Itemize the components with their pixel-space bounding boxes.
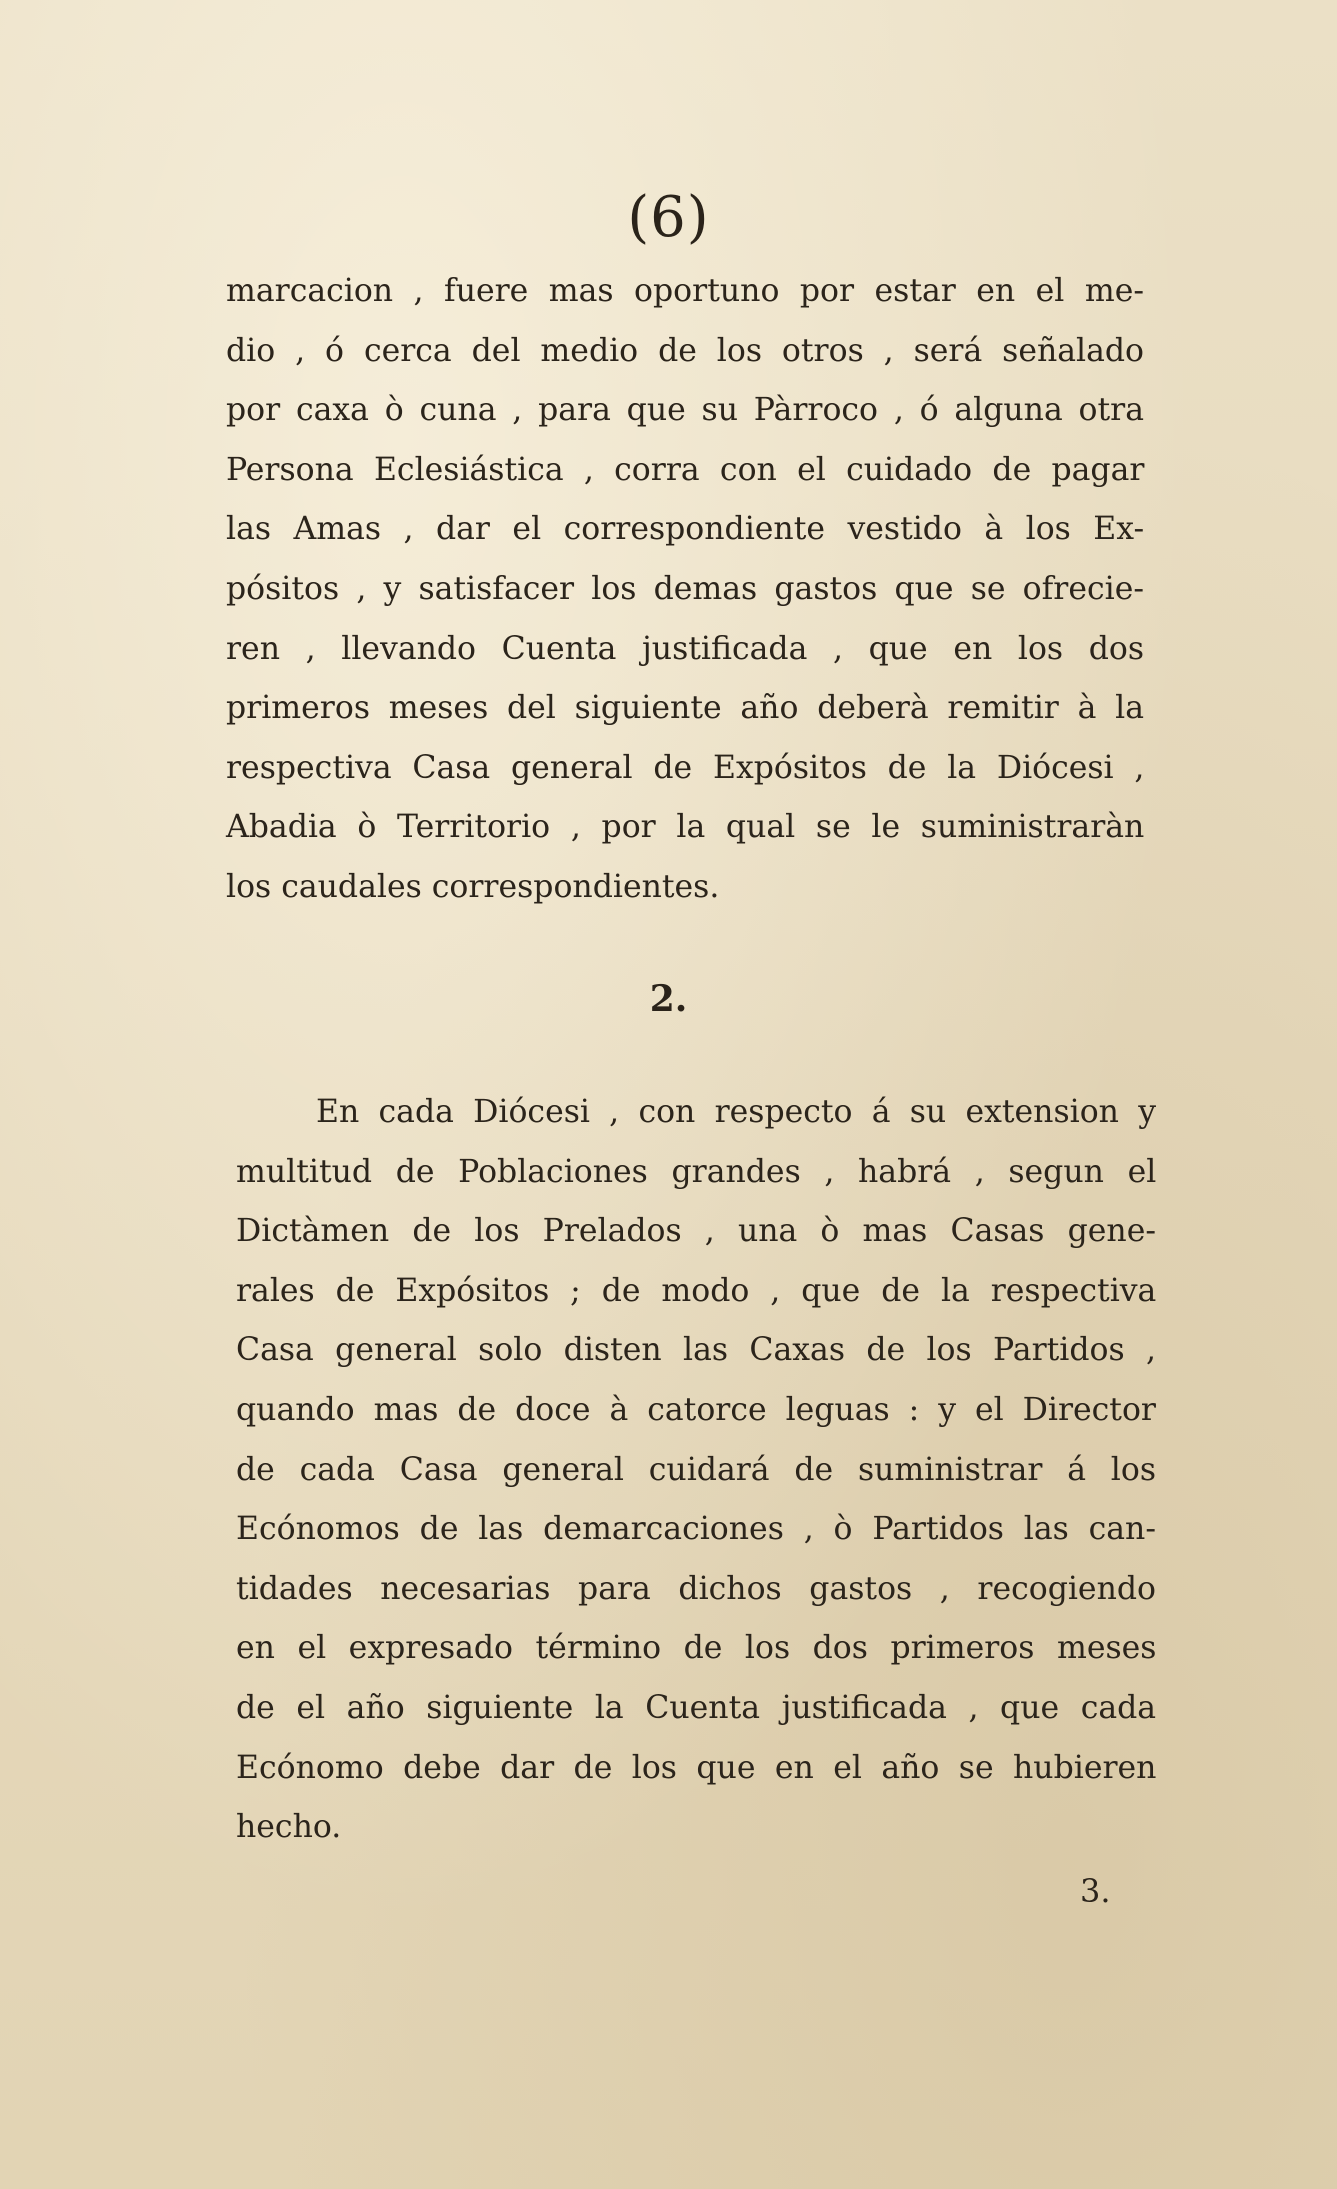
text-line: Ecónomos de las demarcaciones , ò Partidos las can- xyxy=(236,1511,1156,1548)
text-line: Casa general solo disten las Caxas de los Partidos , xyxy=(236,1332,1157,1369)
text-line: Persona Eclesiástica , corra con el cuidado de pagar xyxy=(226,451,1145,488)
text-line: multitud de Poblaciones grandes , habrá , segun el xyxy=(236,1153,1157,1190)
text-line: los caudales correspondientes. xyxy=(226,868,720,905)
text-line: Ecónomo debe dar de los que en el año se hubieren xyxy=(236,1749,1157,1786)
text-line: en el expresado término de los dos primeros meses xyxy=(236,1630,1157,1667)
text-line: Abadia ò Territorio , por la qual se le suministraràn xyxy=(226,809,1145,846)
text-line: hecho. xyxy=(236,1809,342,1846)
text-line: primeros meses del siguiente año deberà remitir à la xyxy=(226,690,1145,727)
text-line: respectiva Casa general de Expósitos de la Diócesi , xyxy=(226,749,1145,786)
text-line: rales de Expósitos ; de modo , que de la respectiva xyxy=(236,1272,1157,1309)
paragraph-2 xyxy=(236,1083,1156,1858)
text-line: tidades necesarias para dichos gastos , recogiendo xyxy=(236,1570,1156,1607)
text-line: pósitos , y satisfacer los demas gastos que se ofrecie- xyxy=(226,570,1144,607)
text-line: las Amas , dar el correspondiente vestido à los Ex- xyxy=(226,511,1145,548)
text-line: ren , llevando Cuenta justificada , que en los dos xyxy=(226,630,1144,667)
text-line: dio , ó cerca del medio de los otros , será señalado xyxy=(226,332,1145,369)
text-line: de cada Casa general cuidará de suministrar á los xyxy=(236,1451,1156,1488)
text-line: Dictàmen de los Prelados , una ò mas Casas gene- xyxy=(236,1213,1156,1250)
paragraph-1 xyxy=(226,262,1144,918)
text-line: En cada Diócesi , con respecto á su extension y xyxy=(316,1094,1156,1130)
text-line: quando mas de doce à catorce leguas : y el Director xyxy=(236,1391,1156,1428)
page-number: (6) xyxy=(627,185,710,250)
text-line: por caxa ò cuna , para que su Pàrroco , ó alguna otra xyxy=(226,392,1144,429)
section-number: 2. xyxy=(649,978,688,1020)
text-line: marcacion , fuere mas oportuno por estar en el me- xyxy=(226,273,1144,309)
catchword: 3. xyxy=(1080,1872,1111,1910)
text-line: de el año siguiente la Cuenta justificada , que cada xyxy=(236,1689,1157,1726)
